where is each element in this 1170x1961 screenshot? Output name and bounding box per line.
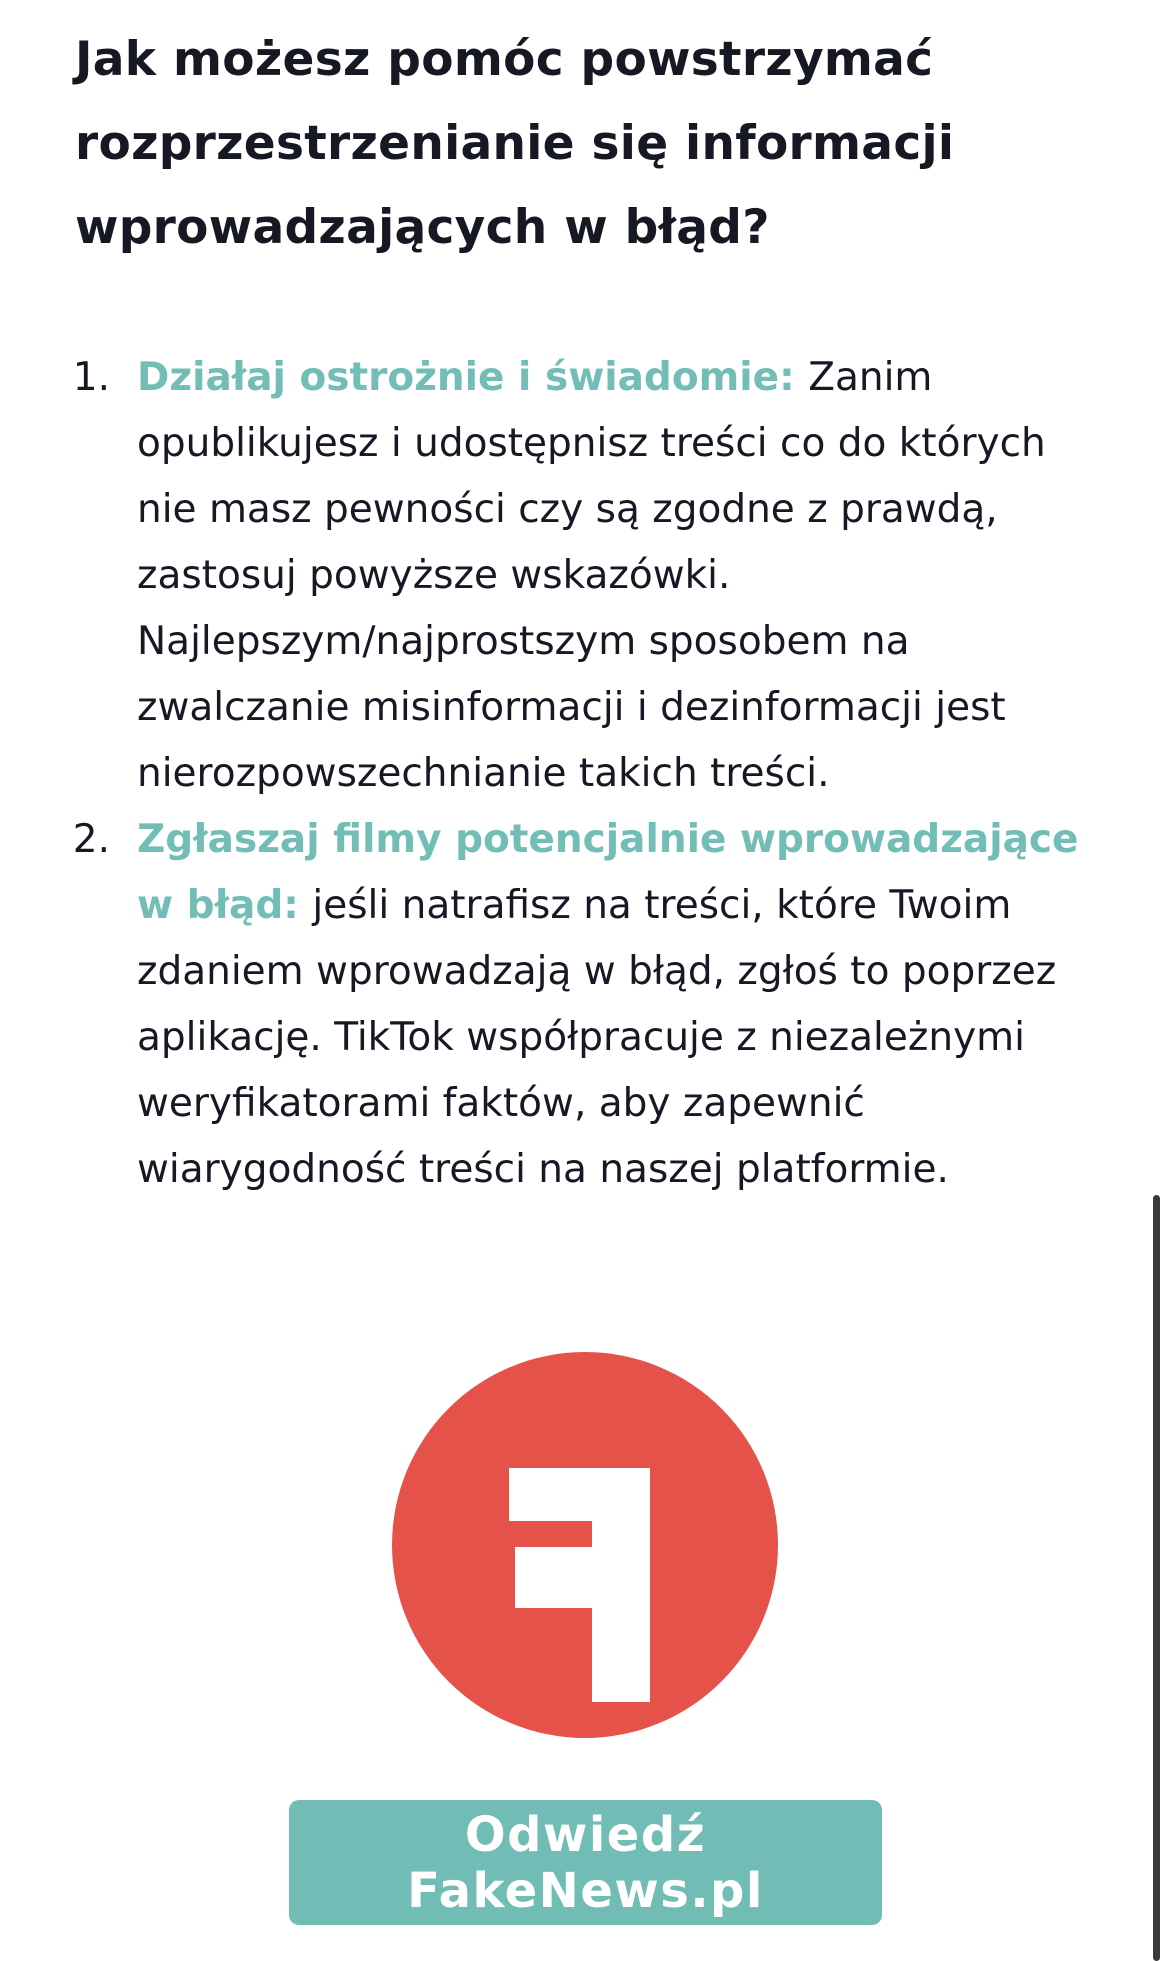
list-item (60, 807, 1090, 1203)
page-title: Jak możesz pomóc powstrzymać rozprzestrzenianie się informacji wprowadzających w błąd? (75, 32, 955, 255)
logo-circle (392, 1352, 778, 1738)
tips-list (60, 345, 1090, 1203)
visit-fakenews-button[interactable]: Odwiedź FakeNews.pl (289, 1800, 882, 1925)
list-item-title: Działaj ostrożnie i świadomie: (137, 355, 809, 400)
list-item (60, 345, 1090, 807)
list-item-body: Zanim opublikujesz i udostępnisz treści co do których nie masz pewności czy są zgodne z prawdą, zastosuj powyższe wskazówki. Najlepszym/najprostszym sposobem na zwalczanie misinformacji i dezinformacji jest nierozpowszechnianie takich treści. (137, 355, 1046, 796)
list-item-number: 2. (72, 817, 110, 862)
scrollbar[interactable] (1153, 1195, 1160, 1961)
list-item-body: jeśli natrafisz na treści, które Twoim zdaniem wprowadzają w błąd, zgłoś to poprzez aplikację. TikTok współpracuje z niezależnymi weryfikatorami faktów, aby zapewnić wiarygodność treści na naszej platformie. (137, 883, 1057, 1192)
list-item-title: Zgłaszaj filmy potencjalnie wprowadzające w błąd: (137, 817, 1079, 928)
fakenews-logo-icon (392, 1352, 778, 1738)
list-item-number: 1. (72, 355, 110, 400)
